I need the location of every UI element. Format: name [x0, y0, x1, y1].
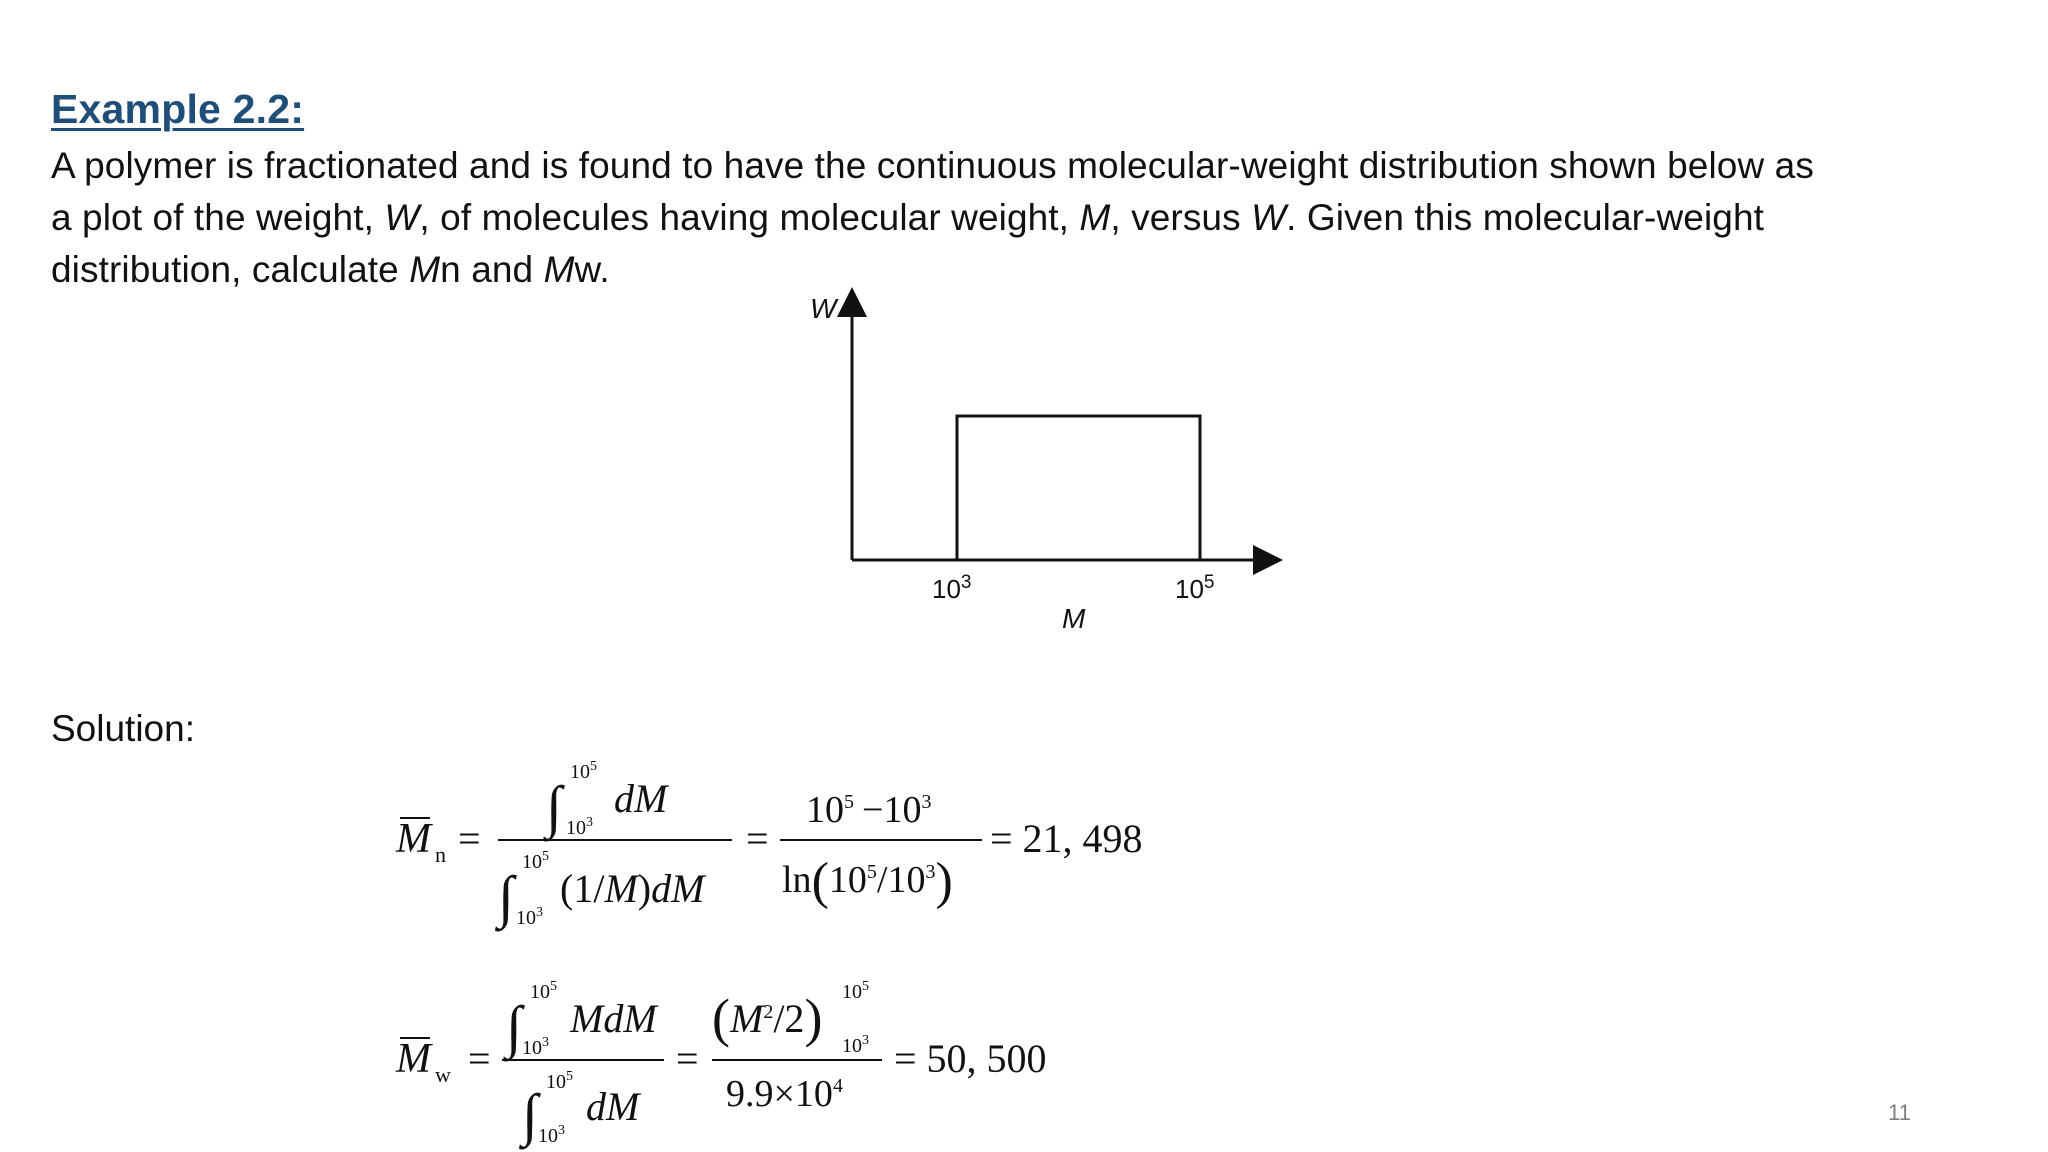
mn-den-integral: ∫ — [498, 864, 514, 929]
var-mn-m: M — [409, 249, 441, 290]
mn-num-lower: $10^3$ — [566, 815, 593, 839]
mw-subscript: w — [435, 1062, 451, 1087]
mn-den-lower: $10^3$ — [516, 905, 543, 929]
mw-num-integrand: MdM — [570, 996, 657, 1041]
mw-equation — [395, 979, 1047, 1150]
problem-line-2-part3: , versus — [1110, 197, 1252, 238]
mn-subscript: n — [435, 842, 446, 867]
mn-mid-numerator: $10^5 -10^3$ — [806, 789, 932, 831]
example-title: Example 2.2: — [51, 86, 305, 132]
mw-num-integral: ∫ — [506, 994, 522, 1059]
var-m: M — [1079, 197, 1111, 238]
mw-mid-num-paren-close: ) — [804, 988, 823, 1048]
mw-equals: = — [468, 1036, 491, 1081]
x-axis-label: M — [1062, 603, 1086, 634]
mn-equation — [395, 759, 1143, 932]
mn-num-upper: $10^5$ — [570, 759, 597, 783]
problem-line-3-end: . — [599, 249, 610, 290]
var-mw-sub: w — [574, 249, 600, 290]
mw-equals-2: = — [676, 1036, 699, 1081]
problem-line-1-text: A polymer is fractionated and is found to have the continuous molecular-weight distribution shown below as — [51, 145, 1814, 186]
mn-equals-2: = — [746, 816, 769, 861]
var-mn-sub: n — [440, 249, 461, 290]
mw-den-integral: ∫ — [522, 1082, 538, 1147]
mn-mid-denominator: $\ln(10^5/10^3)$ — [782, 853, 953, 910]
mw-den-upper: $10^5$ — [546, 1069, 573, 1093]
mn-den-integrand: (1/M)dM — [560, 866, 705, 911]
problem-line-3-part1: distribution, calculate — [51, 249, 410, 290]
var-w-2: W — [1251, 197, 1287, 238]
mn-mid-den-paren-close: ) — [935, 853, 953, 910]
mw-result: = 50, 500 — [894, 1036, 1047, 1081]
mn-den-upper: $10^5$ — [522, 849, 549, 873]
mw-symbol: M — [396, 1036, 431, 1082]
mn-num-integral: ∫ — [546, 774, 562, 839]
var-mw-m: M — [543, 249, 575, 290]
mw-den-integrand: dM — [586, 1084, 640, 1129]
mw-mid-num-upper: $10^5$ — [842, 979, 869, 1003]
mn-symbol: M — [396, 816, 431, 862]
mn-mid-den-paren-open: ( — [811, 853, 829, 910]
problem-line-2-part4: . Given this molecular-weight — [1286, 197, 1765, 238]
solution-label: Solution: — [51, 708, 195, 749]
mn-equals: = — [458, 816, 481, 861]
y-axis-label: W — [810, 293, 837, 324]
problem-line-2-part2: , of molecules having molecular weight, — [419, 197, 1080, 238]
x-tick-label-1: $10^3$ — [932, 572, 972, 604]
problem-line-3-and: and — [460, 249, 544, 290]
mw-mid-denominator: $9.9\times 10^4$ — [726, 1073, 843, 1115]
problem-line-2-part1: a plot of the weight, — [51, 197, 385, 238]
mw-den-lower: $10^3$ — [538, 1123, 565, 1147]
mw-mid-num-paren-open: ( — [712, 988, 730, 1048]
mw-num-upper: $10^5$ — [530, 979, 557, 1003]
mn-result: = 21, 498 — [990, 816, 1143, 861]
var-w: W — [384, 197, 420, 238]
mn-num-integrand: dM — [614, 776, 668, 821]
mw-mid-num-lower: $10^3$ — [842, 1033, 869, 1057]
x-tick-label-2: $10^5$ — [1175, 572, 1215, 604]
mw-mid-numerator: $(M^2/2)$ — [712, 988, 823, 1048]
page-number: 11 — [1888, 1100, 1911, 1125]
mw-num-lower: $10^3$ — [522, 1035, 549, 1059]
